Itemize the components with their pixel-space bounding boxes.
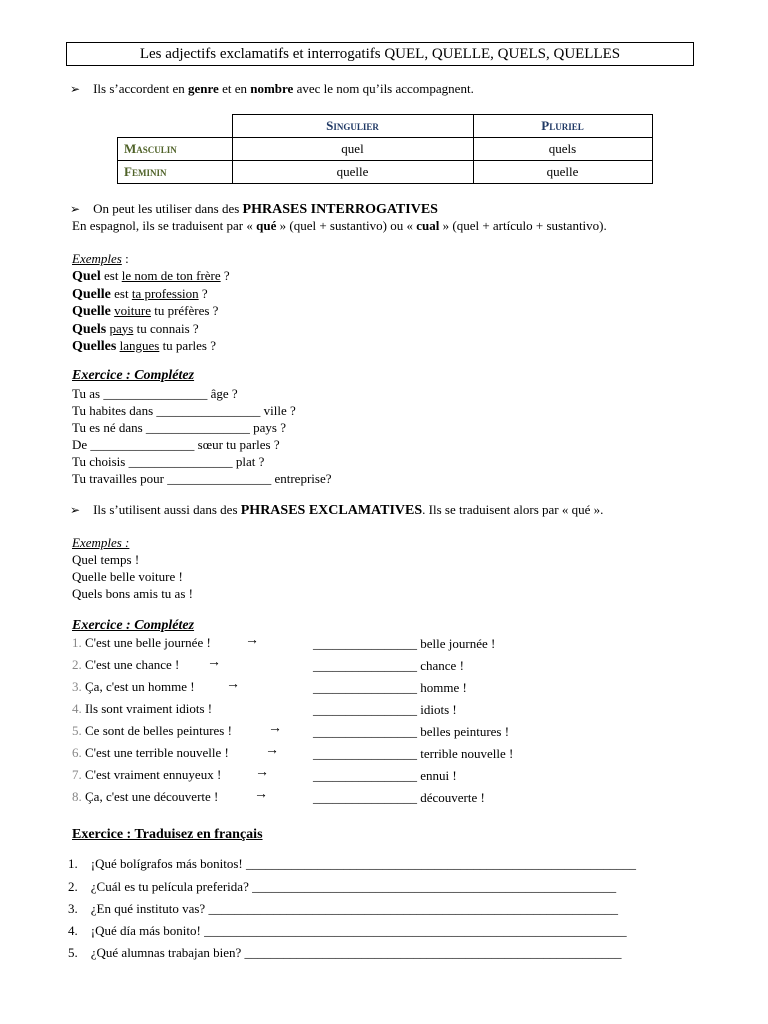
- list-item: 2. C'est une chance !: [72, 657, 180, 672]
- answer-line: ________________ idiots !: [313, 702, 457, 717]
- list-item: 5. ¿Qué alumnas trabajan bien? __________________________________________________________: [68, 945, 622, 960]
- list-item: 5. Ce sont de belles peintures !: [72, 723, 232, 738]
- bullet-arrow-icon: ➢: [70, 503, 81, 517]
- list-item: Tu as ________________ âge ?: [72, 386, 238, 401]
- examples2-label: Exemples :: [72, 535, 130, 550]
- table-row: Masculin quel quels: [118, 138, 653, 161]
- list-item: 4. Ils sont vraiment idiots !: [72, 701, 213, 716]
- arrow-right-icon: →: [207, 655, 221, 670]
- list-item: Quelle voiture tu préfères ?: [72, 303, 219, 319]
- list-item: Quelle belle voiture !: [72, 569, 183, 584]
- list-item: Quels pays tu connais ?: [72, 320, 199, 337]
- table-row: Feminin quelle quelle: [118, 161, 653, 184]
- answer-line: ________________ belles peintures !: [313, 724, 510, 739]
- arrow-right-icon: →: [226, 677, 240, 692]
- list-item: 2. ¿Cuál es tu película preferida? ________________________________________________________: [68, 879, 617, 894]
- list-item: De ________________ sœur tu parles ?: [72, 437, 280, 452]
- arrow-right-icon: →: [265, 743, 279, 758]
- examples-list: [72, 268, 230, 356]
- exercise1-title: Exercice : Complétez: [72, 368, 195, 383]
- bullet-arrow-icon: ➢: [70, 202, 81, 216]
- list-item: Tu travailles pour ________________ entreprise?: [72, 471, 332, 486]
- list-item: 3. Ça, c'est un homme !: [72, 679, 195, 694]
- exercise1-list: [72, 385, 331, 487]
- answer-line: ________________ terrible nouvelle !: [313, 746, 514, 761]
- arrow-right-icon: →: [254, 787, 268, 802]
- list-item: Quel est le nom de ton frère ?: [72, 268, 230, 284]
- list-item: 8. Ça, c'est une découverte !: [72, 789, 219, 804]
- list-item: Tu es né dans ________________ pays ?: [72, 420, 287, 435]
- arrow-right-icon: →: [255, 765, 269, 780]
- answer-line: ________________ ennui !: [313, 768, 457, 783]
- answer-line: ________________ homme !: [313, 680, 467, 695]
- list-item: Quelles langues tu parles ?: [72, 338, 216, 354]
- list-item: Quelle est ta profession ?: [72, 285, 208, 302]
- spanish-translation-line: En espagnol, ils se traduisent par « qué » (quel + sustantivo) ou « cual » (quel + artículo + sustantivo).: [72, 218, 607, 233]
- table-header-singulier: Singulier: [232, 115, 473, 138]
- bullet-agreement: ➢ Ils s’accordent en genre et en nombre avec le nom qu’ils accompagnent.: [70, 81, 474, 96]
- examples2-list: [72, 551, 193, 602]
- page-title: [66, 42, 694, 66]
- list-item: Tu habites dans ________________ ville ?: [72, 403, 296, 418]
- examples-label: Exemples :: [72, 251, 129, 266]
- bullet-arrow-icon: ➢: [70, 82, 81, 96]
- arrow-right-icon: →: [245, 633, 259, 648]
- table-header-pluriel: Pluriel: [473, 115, 652, 138]
- answer-line: ________________ chance !: [313, 658, 464, 673]
- answer-line: ________________ belle journée !: [313, 636, 496, 651]
- list-item: 6. C'est une terrible nouvelle !: [72, 745, 229, 760]
- bullet-interrogatives: ➢ On peut les utiliser dans des PHRASES INTERROGATIVES: [70, 201, 438, 217]
- list-item: 7. C'est vraiment ennuyeux !: [72, 767, 222, 782]
- bullet-exclamatives: ➢ Ils s’utilisent aussi dans des PHRASES EXCLAMATIVES. Ils se traduisent alors par « qué ».: [70, 502, 604, 518]
- title-words: QUEL, QUELLE, QUELS, QUELLES: [384, 46, 621, 62]
- list-item: 1. ¡Qué bolígrafos más bonitos! ____________________________________________________________: [68, 856, 637, 871]
- list-item: 1. C'est une belle journée !: [72, 635, 211, 650]
- list-item: Tu choisis ________________ plat ?: [72, 454, 265, 469]
- list-item: Quels bons amis tu as !: [72, 586, 193, 601]
- title-main: Les adjectifs exclamatifs et interrogatifs: [139, 46, 385, 62]
- agreement-table: [117, 114, 653, 184]
- arrow-right-icon: →: [268, 721, 282, 736]
- answer-line: ________________ découverte !: [313, 790, 485, 805]
- list-item: Quel temps !: [72, 552, 140, 567]
- list-item: 4. ¡Qué día más bonito! _________________________________________________________________: [68, 923, 627, 938]
- exercise2-title: Exercice : Complétez: [72, 618, 195, 633]
- list-item: 3. ¿En qué instituto vas? _______________________________________________________________: [68, 901, 618, 916]
- exercise3-title: Exercice : Traduisez en français: [72, 827, 263, 842]
